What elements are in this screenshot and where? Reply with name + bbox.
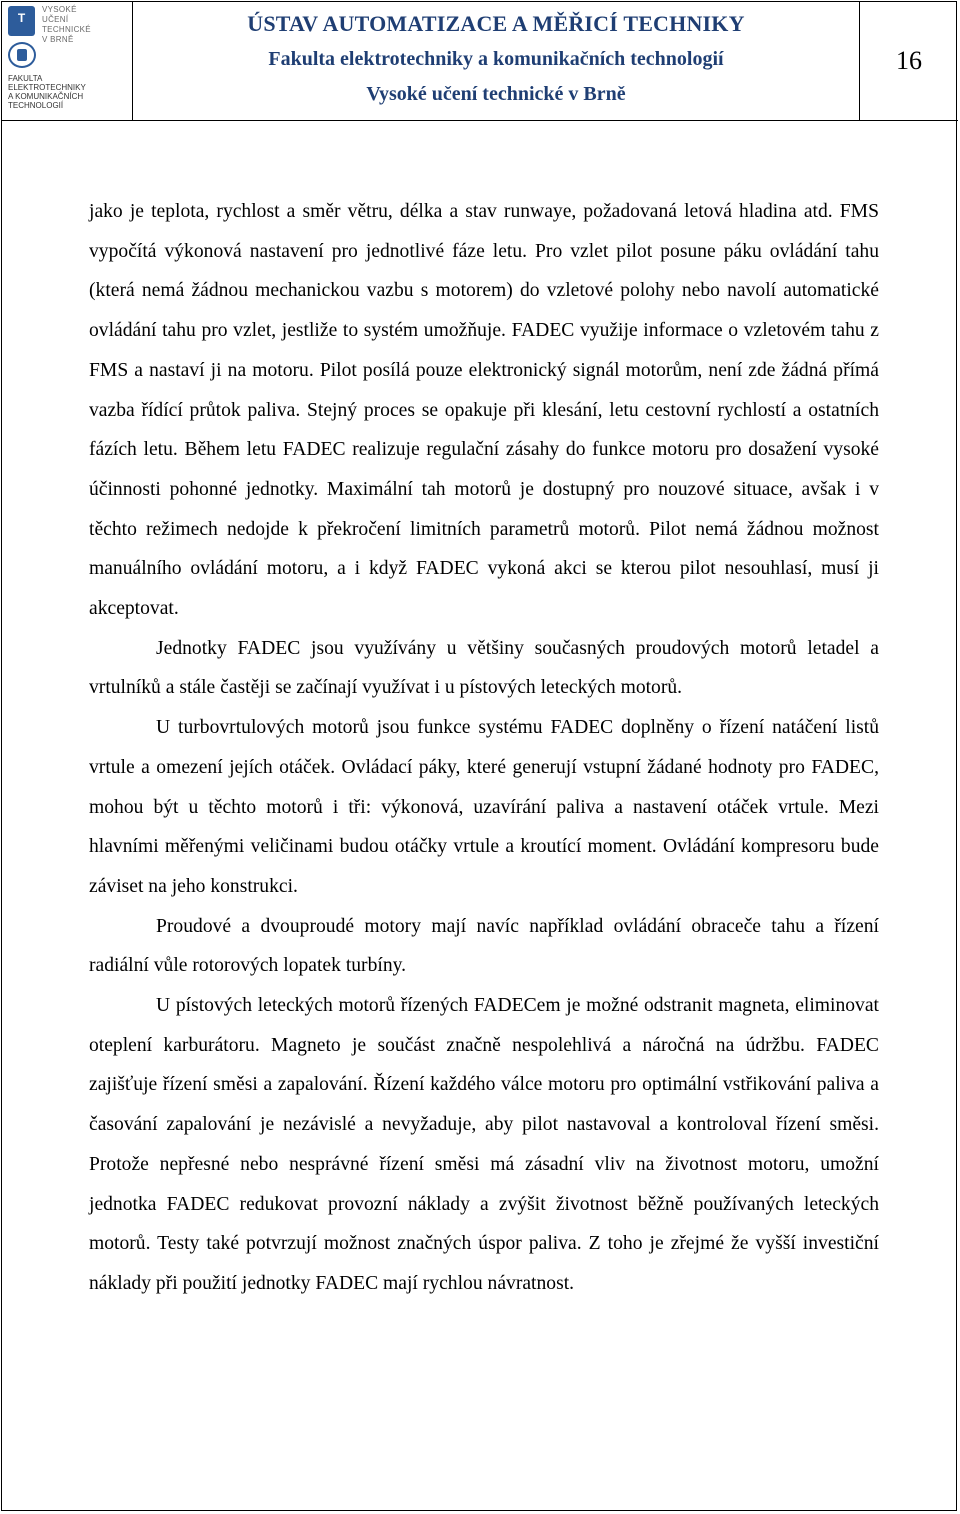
document-body [89,192,879,1304]
page-number: 16 [896,46,922,75]
page-frame [1,1,957,1511]
paragraph: jako je teplota, rychlost a směr větru, délka a stav runwaye, požadovaná letová hladina atd. FMS vypočítá výkonová nastavení pro jednotlivé fáze letu. Pro vzlet pilot posune páku ovládání tahu (která nemá žádnou mechanickou vazbu s motorem) do vzletové polohy nebo navolí automatické ovládání tahu pro vzlet, jestliže to systém umožňuje. FADEC využije informace o vzletovém tahu z FMS a nastaví ji na motoru. Pilot posílá pouze elektronický signál motorům, není zde žádná přímá vazba řídící průtok paliva. Stejný proces se opakuje při klesání, letu cestovní rychlostí a ostatních fázích letu. Během letu FADEC realizuje regulační zásahy do funkce motoru pro dosažení vysoké účinnosti pohonné jednotky. Maximální tah motorů je dostupný pro nouzové situace, avšak i v těchto režimech nedojde k překročení limitních parametrů motorů. Pilot nemá žádnou možnost manuálního ovládání motoru, a i když FADEC vykoná akci se kterou pilot nesouhlasí, musí ji akceptovat. [89,201,879,620]
paragraph: Proudové a dvouproudé motory mají navíc například ovládání obraceče tahu a řízení radiální vůle rotorových lopatek turbíny. [89,915,879,977]
header-title-block [132,2,860,121]
vut-logo-text: VYSOKÉ UČENÍ TECHNICKÉ V BRNĚ [42,5,91,44]
paragraph: Jednotky FADEC jsou využívány u většiny současných proudových motorů letadel a vrtulníků a stále častěji se začínají využívat i u pístových leteckých motorů. [89,637,879,699]
page-header [2,2,958,121]
university-logo [2,2,132,121]
paragraph: U pístových leteckých motorů řízených FADECem je možné odstranit magneta, eliminovat oteplení karburátoru. Magneto je součást značně nespolehlivá a náročná na údržbu. FADEC zajišťuje řízení směsi a zapalování. Řízení každého válce motoru pro optimální vstřikování paliva a časování zapalování je nezávislé a nevyžaduje, aby pilot nastavoval a kontroloval řízení směsi. Protože nepřesné nebo nesprávné řízení směsi má zásadní vliv na životnost motoru, umožní jednotka FADEC redukovat provozní náklady a zvýšit životnost běžně používaných leteckých motorů. Testy také potvrzují možnost značných úspor paliva. Z toho je zřejmé že vyšší investiční náklady při použití jednotky FADEC mají rychlou návratnost. [89,995,879,1294]
vut-logo-icon: T [8,6,35,36]
institute-name: ÚSTAV AUTOMATIZACE A MĚŘICÍ TECHNIKY [247,11,745,36]
fekt-emblem-icon [8,42,36,68]
university-name: Vysoké učení technické v Brně [366,83,626,105]
fekt-logo-text: FAKULTA ELEKTROTECHNIKY A KOMUNIKAČNÍCH TECHNOLOGIÍ [8,74,86,110]
paragraph: U turbovrtulových motorů jsou funkce systému FADEC doplněny o řízení natáčení listů vrtule a omezení jejích otáček. Ovládací páky, které generují vstupní žádané hodnoty pro FADEC, mohou být u těchto motorů i tři: výkonová, uzavírání paliva a nastavení otáček vrtule. Mezi hlavními měřenými veličinami budou otáčky vrtule a kroutící moment. Ovládání kompresoru bude záviset na jeho konstrukci. [89,717,879,897]
faculty-name: Fakulta elektrotechniky a komunikačních technologií [268,48,724,70]
